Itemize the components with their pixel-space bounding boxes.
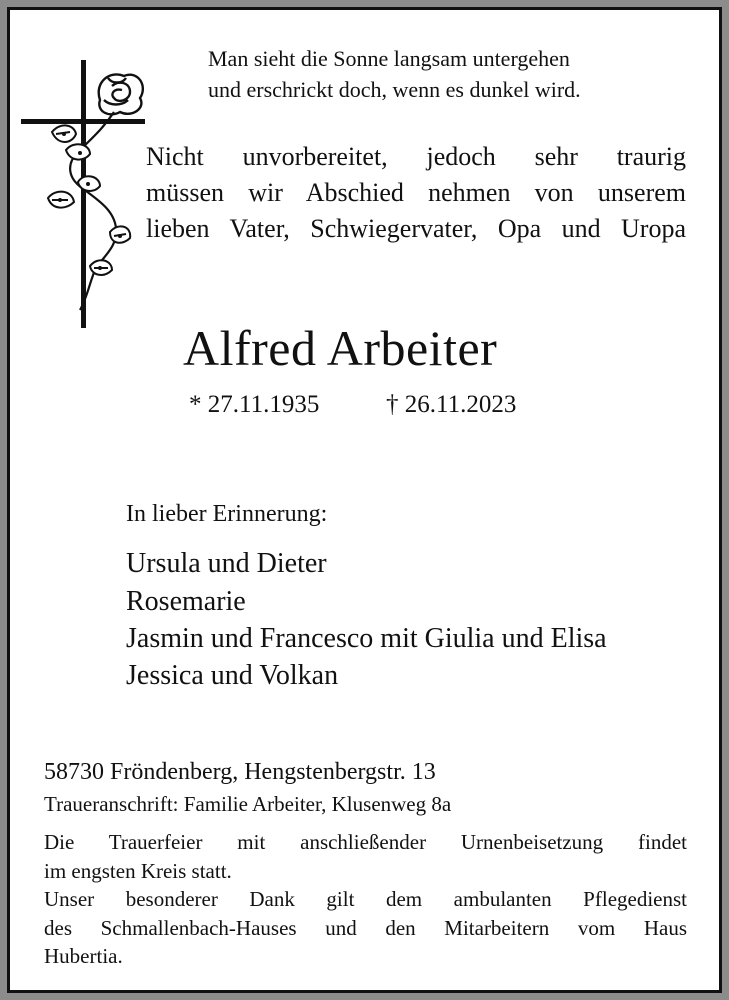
deceased-name: Alfred Arbeiter — [183, 320, 498, 376]
residence-address: 58730 Fröndenberg, Hengstenbergstr. 13 — [44, 759, 436, 785]
birth-date: * 27.11.1935 — [189, 391, 320, 418]
intro-line-1: Nicht unvorbereitet, jedoch sehr traurig — [146, 142, 686, 171]
mourning-address: Traueranschrift: Familie Arbeiter, Klusenweg 8a — [44, 792, 452, 816]
mourner-name: Jessica und Volkan — [126, 660, 339, 691]
thanks-line-3: Hubertia. — [44, 944, 123, 968]
death-date: † 26.11.2023 — [386, 391, 517, 418]
memory-heading: In lieber Erinnerung: — [126, 501, 328, 527]
ceremony-line-1: Die Trauerfeier mit anschließender Urnenbeisetzung findet — [44, 830, 687, 854]
mourner-name: Jasmin und Francesco mit Giulia und Elisa — [126, 623, 607, 654]
intro-text — [146, 139, 686, 247]
motto-line-2: und erschrickt doch, wenn es dunkel wird. — [208, 77, 581, 102]
ceremony-notice — [44, 828, 687, 971]
motto-line-1: Man sieht die Sonne langsam untergehen — [208, 46, 570, 71]
intro-line-2: müssen wir Abschied nehmen von unserem — [146, 178, 686, 207]
thanks-line-1: Unser besonderer Dank gilt dem ambulanten Pflegedienst — [44, 887, 687, 911]
thanks-line-2: des Schmallenbach-Hauses und den Mitarbeitern vom Haus — [44, 915, 687, 940]
ceremony-line-2: im engsten Kreis statt. — [44, 858, 232, 883]
intro-line-3: lieben Vater, Schwiegervater, Opa und Uropa — [146, 214, 686, 243]
mourner-name: Rosemarie — [126, 586, 246, 617]
cross-with-rose-icon — [18, 60, 148, 332]
mourner-name: Ursula und Dieter — [126, 548, 327, 579]
